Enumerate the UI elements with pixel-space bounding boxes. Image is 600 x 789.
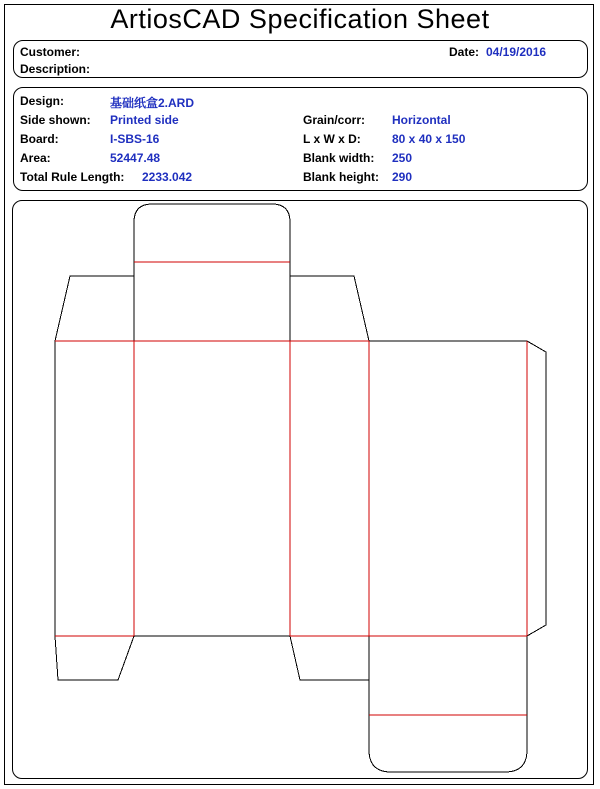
side-shown-value: Printed side bbox=[110, 113, 179, 127]
blank-width-label: Blank width: bbox=[303, 151, 375, 165]
rule-length-label: Total Rule Length: bbox=[20, 170, 125, 184]
date-value: 04/19/2016 bbox=[486, 45, 547, 59]
blank-height-value: 290 bbox=[392, 170, 413, 184]
area-label: Area: bbox=[20, 151, 51, 165]
date-label: Date: bbox=[449, 45, 480, 59]
customer-label: Customer: bbox=[20, 45, 81, 59]
board-label: Board: bbox=[20, 132, 59, 146]
side-shown-label: Side shown: bbox=[20, 113, 91, 127]
grain-label: Grain/corr: bbox=[303, 113, 366, 127]
top-right-dust-flap bbox=[290, 276, 369, 341]
sheet-title: ArtiosCAD Specification Sheet bbox=[110, 4, 490, 34]
cut-lines bbox=[55, 204, 546, 772]
dimensions-value: 80 x 40 x 150 bbox=[392, 132, 466, 146]
grain-value: Horizontal bbox=[392, 113, 451, 127]
design-label: Design: bbox=[20, 94, 65, 108]
dimensions-label: L x W x D: bbox=[303, 132, 361, 146]
bottom-left-dust-flap bbox=[55, 636, 134, 680]
top-tuck-flap bbox=[134, 204, 290, 262]
bottom-tuck-flap bbox=[369, 636, 527, 772]
bottom-right-dust-flap bbox=[290, 636, 369, 680]
top-left-dust-flap bbox=[55, 276, 134, 341]
design-value: 基础纸盒2.ARD bbox=[110, 96, 195, 110]
board-value: I-SBS-16 bbox=[110, 132, 160, 146]
glue-flap bbox=[527, 341, 546, 636]
description-label: Description: bbox=[20, 62, 91, 76]
crease-lines bbox=[55, 262, 527, 715]
blank-width-value: 250 bbox=[392, 151, 413, 165]
rule-length-value: 2233.042 bbox=[142, 170, 193, 184]
area-value: 52447.48 bbox=[110, 151, 161, 165]
blank-height-label: Blank height: bbox=[303, 170, 380, 184]
